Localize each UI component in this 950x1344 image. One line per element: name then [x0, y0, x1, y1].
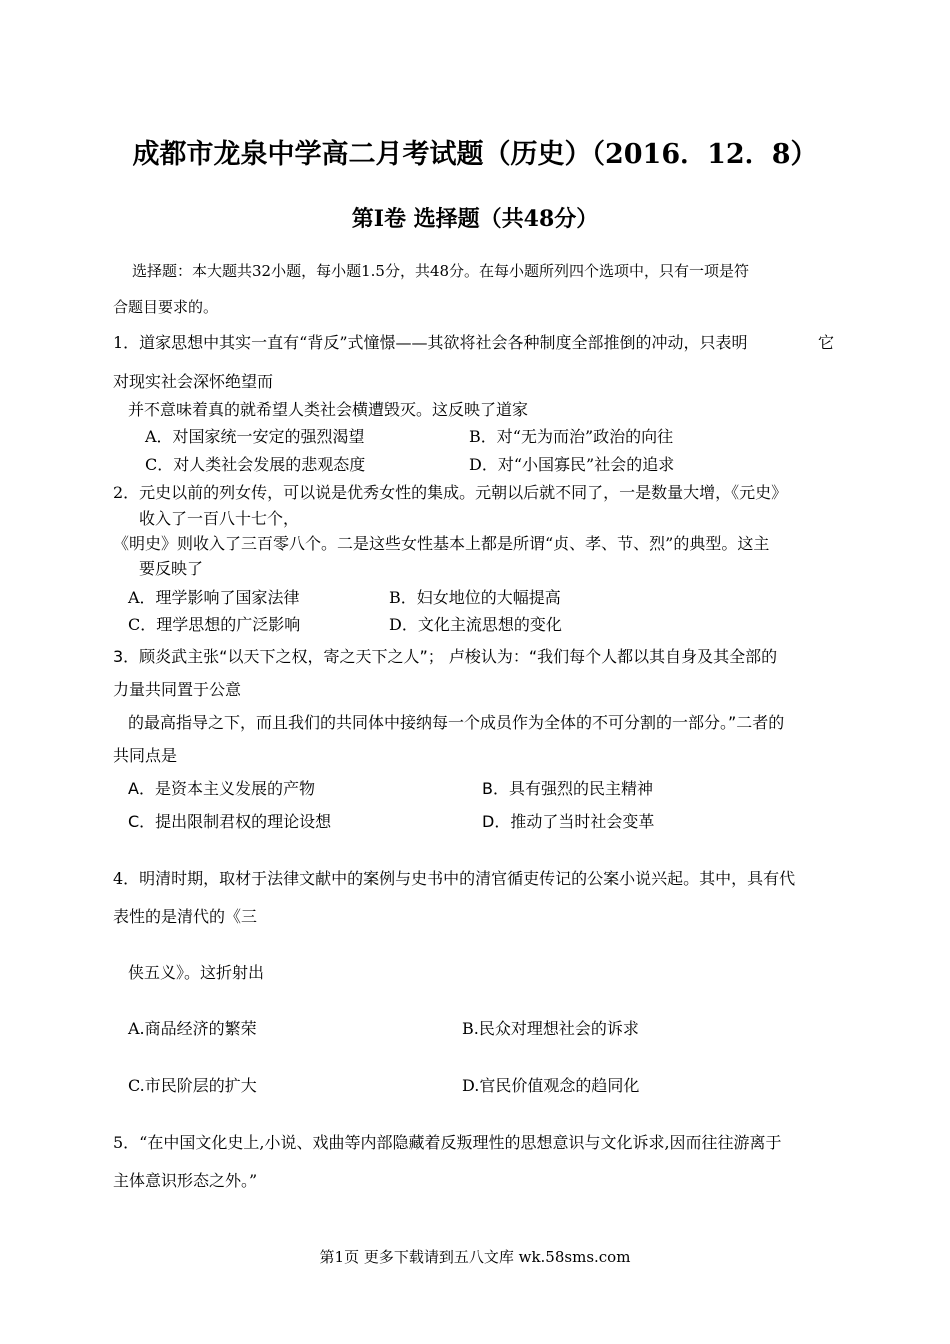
q3-option-c: C．提出限制君权的理论设想	[128, 812, 332, 831]
q3-option-b: B．具有强烈的民主精神	[482, 779, 653, 798]
q2-line-4: 要反映了	[139, 559, 204, 578]
section-title: 第Ⅰ卷 选择题（共48分）	[351, 206, 599, 232]
q5-line-2: 主体意识形态之外。”	[113, 1171, 258, 1190]
instructions-line-2: 合题目要求的。	[113, 298, 219, 316]
q3-line-3: 的最高指导之下，而且我们的共同体中接纳每一个成员作为全体的不可分割的一部分。”二者的	[128, 713, 785, 732]
q2-option-b: B．妇女地位的大幅提高	[389, 588, 561, 607]
q1-line-2: 对现实社会深怀绝望而	[113, 372, 274, 391]
q2-option-a: A．理学影响了国家法律	[128, 588, 300, 607]
q1-line-3: 并不意味着真的就希望人类社会横遭毁灭。这反映了道家	[128, 400, 529, 419]
q2-line-1: 2．元史以前的列女传，可以说是优秀女性的集成。元朝以后就不同了，一是数量大增，《元史》	[113, 483, 788, 502]
q4-option-b: B.民众对理想社会的诉求	[462, 1019, 639, 1038]
instructions-line-1: 选择题：本大题共32小题，每小题1.5分，共48分。在每小题所列四个选项中，只有一项是符	[132, 262, 750, 280]
q1-option-a: A．对国家统一安定的强烈渴望	[145, 427, 365, 446]
q4-option-a: A.商品经济的繁荣	[128, 1019, 257, 1038]
q2-line-3: 《明史》则收入了三百零八个。二是这些女性基本上都是所谓“贞、孝、节、烈”的典型。这主	[113, 534, 770, 553]
q4-option-c: C.市民阶层的扩大	[128, 1076, 257, 1095]
q4-line-1: 4．明清时期，取材于法律文献中的案例与史书中的清官循吏传记的公案小说兴起。其中，具有代	[113, 869, 796, 888]
q2-option-d: D．文化主流思想的变化	[389, 615, 562, 634]
q5-line-1: 5．“在中国文化史上,小说、戏曲等内部隐藏着反叛理性的思想意识与文化诉求,因而往往游离于	[113, 1133, 782, 1152]
q1-option-d: D．对“小国寡民”社会的追求	[469, 455, 675, 474]
page-title: 成都市龙泉中学高二月考试题（历史）（2016．12．8）	[132, 139, 818, 170]
q4-line-2: 表性的是清代的《三	[113, 907, 258, 926]
q3-line-4: 共同点是	[113, 746, 178, 765]
q3-option-d: D．推动了当时社会变革	[482, 812, 655, 831]
page-footer: 第1页 更多下载请到五八文库 wk.58sms.com	[319, 1248, 631, 1266]
q1-option-b: B．对“无为而治”政治的向往	[469, 427, 674, 446]
q1-option-c: C．对人类社会发展的悲观态度	[145, 455, 366, 474]
q3-line-1: 3．顾炎武主张“以天下之权，寄之天下之人”； 卢梭认为：“我们每个人都以其自身及其全部的	[113, 647, 778, 666]
q2-line-2: 收入了一百八十七个，	[139, 509, 300, 528]
q3-line-2: 力量共同置于公意	[113, 680, 242, 699]
q2-option-c: C．理学思想的广泛影响	[128, 615, 301, 634]
q1-line-1-tail: 它	[818, 333, 835, 352]
q1-line-1: 1．道家思想中其实一直有“背反”式憧憬——其欲将社会各种制度全部推倒的冲动，只表明	[113, 333, 748, 352]
q4-option-d: D.官民价值观念的趋同化	[462, 1076, 640, 1095]
q4-line-3: 侠五义》。这折射出	[128, 963, 265, 982]
q3-option-a: A．是资本主义发展的产物	[128, 779, 315, 798]
